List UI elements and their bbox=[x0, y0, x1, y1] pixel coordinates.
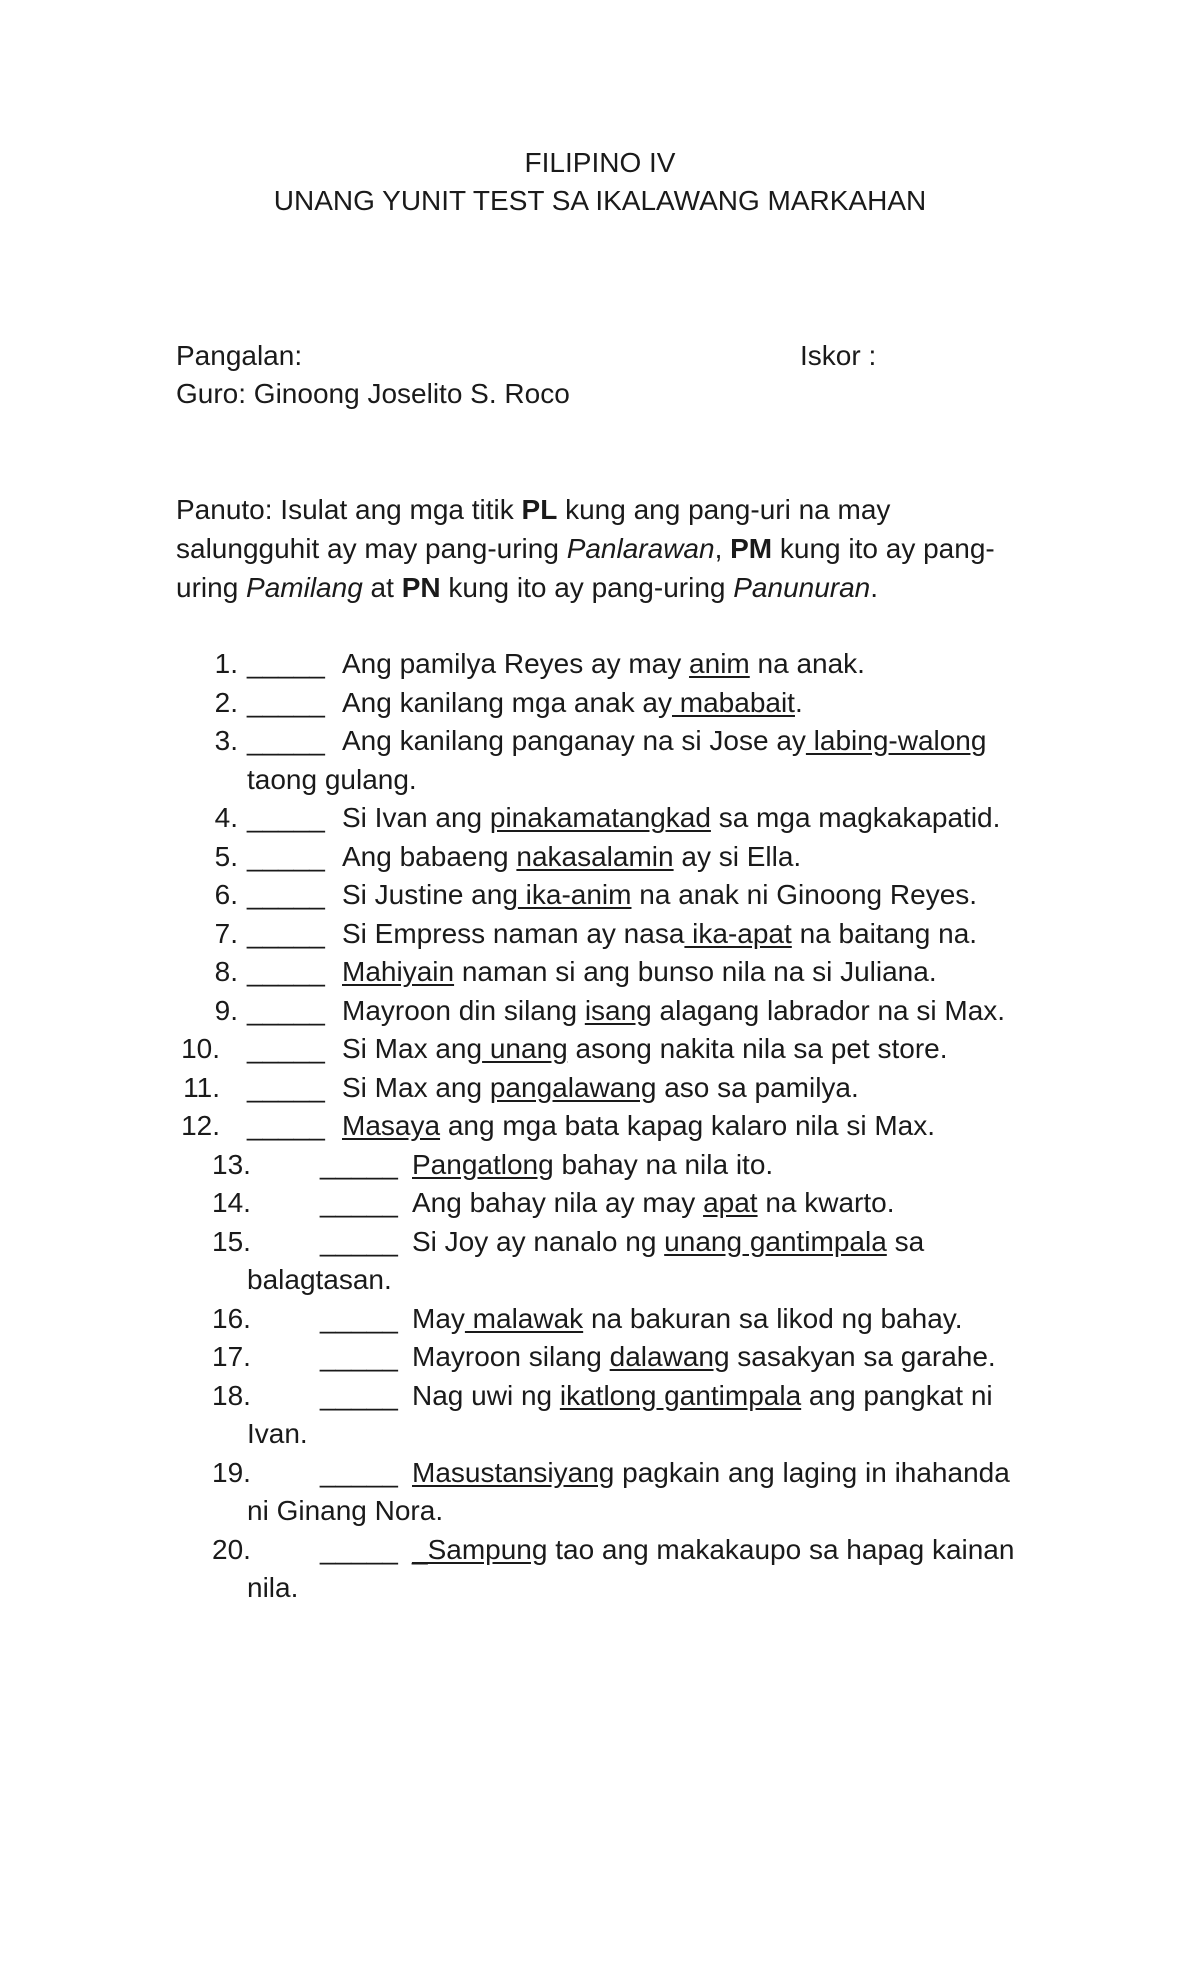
list-item bbox=[0, 1184, 1200, 1223]
underlined-adjective: pinakamatangkad bbox=[489, 802, 711, 833]
item-text bbox=[342, 1030, 1042, 1069]
underlined-adjective: unang gantimpala bbox=[664, 1225, 887, 1257]
underlined-adjective: ika-apat bbox=[684, 917, 792, 949]
answer-blank[interactable]: _____ bbox=[247, 686, 325, 718]
item-number: 6. bbox=[214, 879, 238, 910]
list-item bbox=[0, 1531, 1200, 1608]
underlined-adjective: apat bbox=[703, 1187, 758, 1218]
item-text-continuation: Ivan. bbox=[247, 1418, 308, 1449]
item-text-pre: Ang bahay nila ay may bbox=[412, 1187, 704, 1218]
item-text bbox=[342, 1069, 1042, 1108]
answer-blank[interactable]: _____ bbox=[320, 1302, 398, 1334]
answer-blank[interactable]: _____ bbox=[247, 1110, 325, 1141]
underlined-adjective: Masustansiyang bbox=[412, 1456, 615, 1488]
answer-blank[interactable]: _____ bbox=[247, 725, 325, 756]
item-number: 14. bbox=[212, 1187, 251, 1218]
item-text-post: bahay na nila ito. bbox=[553, 1148, 774, 1180]
item-number: 15. bbox=[212, 1225, 251, 1257]
item-text-pre: Si Justine ang bbox=[342, 879, 518, 910]
item-text-pre: Ang kanilang mga anak ay bbox=[342, 686, 672, 718]
item-text bbox=[342, 799, 1042, 838]
answer-blank[interactable]: _____ bbox=[320, 1341, 398, 1372]
item-text bbox=[342, 645, 1042, 684]
list-item bbox=[0, 1377, 1200, 1454]
subject-title: FILIPINO IV bbox=[524, 147, 676, 178]
instructions bbox=[176, 490, 1036, 607]
item-number: 3. bbox=[214, 725, 238, 756]
underlined-adjective: Mahiyain bbox=[342, 956, 455, 987]
item-text-post: pagkain ang laging in ihahanda bbox=[614, 1456, 1010, 1488]
answer-blank[interactable]: _____ bbox=[320, 1456, 398, 1488]
list-item bbox=[0, 1030, 1200, 1069]
item-number: 5. bbox=[214, 840, 238, 872]
answer-blank[interactable]: _____ bbox=[247, 648, 325, 679]
item-text bbox=[342, 992, 1042, 1031]
underlined-adjective: unang bbox=[482, 1033, 568, 1064]
list-item bbox=[0, 1107, 1200, 1146]
item-text-pre: Nag uwi ng bbox=[412, 1379, 560, 1411]
answer-blank[interactable]: _____ bbox=[247, 1071, 325, 1103]
item-text bbox=[412, 1146, 1052, 1185]
instructions-text: kung ang pang-uri na may salungguhit ay may pang-uring bbox=[176, 494, 891, 564]
underlined-adjective: mababait bbox=[672, 686, 795, 718]
underlined-adjective: ikatlong gantimpala bbox=[559, 1379, 802, 1411]
item-text-post: sa mga magkakapatid. bbox=[710, 802, 1001, 833]
list-item bbox=[0, 645, 1200, 684]
item-text-pre: Ang babaeng bbox=[342, 840, 517, 872]
underlined-adjective: isang bbox=[584, 994, 652, 1026]
teacher-line: Guro: Ginoong Joselito S. Roco bbox=[176, 378, 570, 409]
type-panlarawan: Panlarawan bbox=[566, 533, 715, 564]
score-label: Iskor : bbox=[800, 340, 877, 371]
answer-blank[interactable]: _____ bbox=[320, 1379, 398, 1411]
underlined-adjective: _Sampung bbox=[412, 1533, 548, 1565]
instructions-text: at bbox=[362, 572, 402, 603]
item-number: 2. bbox=[214, 686, 238, 718]
item-number: 13. bbox=[212, 1148, 251, 1180]
item-text-post: . bbox=[794, 686, 803, 718]
item-number: 18. bbox=[212, 1379, 251, 1411]
item-text bbox=[412, 1223, 1052, 1262]
item-number: 19. bbox=[212, 1456, 251, 1488]
item-text-post: aso sa pamilya. bbox=[656, 1071, 859, 1103]
item-text bbox=[342, 953, 1042, 992]
type-pamilang: Pamilang bbox=[246, 572, 363, 603]
list-item bbox=[0, 915, 1200, 954]
list-item bbox=[0, 953, 1200, 992]
item-text-post: naman si ang bunso nila na si Juliana. bbox=[454, 956, 937, 987]
answer-blank[interactable]: _____ bbox=[247, 1033, 325, 1064]
instructions-text: kung ito ay pang-uring bbox=[176, 533, 995, 603]
underlined-adjective: nakasalamin bbox=[516, 840, 674, 872]
item-text-post: na anak. bbox=[749, 648, 865, 679]
item-number: 8. bbox=[214, 956, 238, 987]
instructions-text: , bbox=[714, 533, 731, 564]
item-text-post: sa bbox=[886, 1225, 925, 1257]
answer-blank[interactable]: _____ bbox=[247, 956, 325, 987]
item-text bbox=[412, 1377, 1052, 1416]
item-text-pre: May bbox=[412, 1302, 465, 1334]
test-title: UNANG YUNIT TEST SA IKALAWANG MARKAHAN bbox=[273, 185, 927, 216]
item-text-pre: Si Ivan ang bbox=[342, 802, 490, 833]
code-pm: PM bbox=[730, 533, 773, 564]
answer-blank[interactable]: _____ bbox=[247, 917, 325, 949]
list-item bbox=[0, 876, 1200, 915]
answer-blank[interactable]: _____ bbox=[247, 840, 325, 872]
underlined-adjective: labing-walong bbox=[805, 725, 987, 756]
list-item bbox=[0, 1300, 1200, 1339]
list-item bbox=[0, 838, 1200, 877]
underlined-adjective: pangalawang bbox=[489, 1071, 657, 1103]
item-text-post: na anak ni Ginoong Reyes. bbox=[631, 879, 978, 910]
name-label: Pangalan: bbox=[176, 340, 303, 371]
list-item bbox=[0, 1069, 1200, 1108]
answer-blank[interactable]: _____ bbox=[320, 1533, 398, 1565]
underlined-adjective: ika-anim bbox=[517, 879, 632, 910]
answer-blank[interactable]: _____ bbox=[320, 1148, 398, 1180]
item-text-pre: Si Empress naman ay nasa bbox=[342, 917, 685, 949]
list-item bbox=[0, 1454, 1200, 1531]
item-text-continuation: balagtasan. bbox=[247, 1264, 392, 1295]
item-number: 4. bbox=[214, 802, 238, 833]
item-text bbox=[342, 1107, 1042, 1146]
item-text-post: na baitang na. bbox=[791, 917, 978, 949]
item-text-pre: Si Max ang bbox=[342, 1071, 490, 1103]
item-number: 7. bbox=[214, 917, 238, 949]
item-text bbox=[412, 1531, 1052, 1570]
item-text bbox=[342, 915, 1042, 954]
item-number: 20. bbox=[212, 1533, 251, 1565]
answer-blank[interactable]: _____ bbox=[247, 802, 325, 833]
item-text-post: sasakyan sa garahe. bbox=[729, 1341, 996, 1372]
item-text bbox=[412, 1338, 1052, 1377]
item-text-pre: Ang pamilya Reyes ay may bbox=[342, 648, 690, 679]
instructions-text: kung ito ay pang-uring bbox=[440, 572, 734, 603]
list-item bbox=[0, 992, 1200, 1031]
type-panunuran: Panunuran bbox=[733, 572, 871, 603]
item-text-pre: Mayroon silang bbox=[412, 1341, 610, 1372]
underlined-adjective: Pangatlong bbox=[412, 1148, 554, 1180]
item-text-post: alagang labrador na si Max. bbox=[651, 994, 1006, 1026]
underlined-adjective: anim bbox=[689, 648, 750, 679]
underlined-adjective: dalawang bbox=[609, 1341, 730, 1372]
item-text bbox=[412, 1454, 1052, 1493]
item-number: 16. bbox=[212, 1302, 251, 1334]
item-text-pre: Ang kanilang panganay na si Jose ay bbox=[342, 725, 806, 756]
item-text-pre: Si Max ang bbox=[342, 1033, 483, 1064]
code-pn: PN bbox=[401, 572, 441, 603]
list-item bbox=[0, 684, 1200, 723]
item-text-post: ang mga bata kapag kalaro nila si Max. bbox=[440, 1110, 935, 1141]
question-list bbox=[0, 645, 1200, 1608]
item-text-continuation: ni Ginang Nora. bbox=[247, 1495, 444, 1526]
list-item bbox=[0, 1338, 1200, 1377]
item-number: 11. bbox=[183, 1071, 220, 1103]
code-pl: PL bbox=[521, 494, 558, 525]
item-number: 17. bbox=[212, 1341, 251, 1372]
item-text-continuation: nila. bbox=[247, 1572, 299, 1603]
answer-blank[interactable]: _____ bbox=[320, 1187, 398, 1218]
item-text-pre: Si Joy ay nanalo ng bbox=[412, 1225, 665, 1257]
underlined-adjective: malawak bbox=[464, 1302, 584, 1334]
item-number: 10. bbox=[181, 1033, 220, 1064]
item-text-post: na bakuran sa likod ng bahay. bbox=[583, 1302, 963, 1334]
item-number: 1. bbox=[214, 648, 238, 679]
answer-blank[interactable]: _____ bbox=[320, 1225, 398, 1257]
item-text bbox=[342, 838, 1042, 877]
item-text bbox=[342, 722, 1042, 761]
item-text-pre: Mayroon din silang bbox=[342, 994, 585, 1026]
instructions-text: . bbox=[870, 572, 879, 603]
item-text-post: asong nakita nila sa pet store. bbox=[567, 1033, 948, 1064]
item-text-continuation: taong gulang. bbox=[247, 763, 417, 795]
item-text bbox=[342, 876, 1042, 915]
item-text bbox=[412, 1300, 1052, 1339]
item-text-post: na kwarto. bbox=[757, 1187, 895, 1218]
list-item bbox=[0, 1223, 1200, 1300]
answer-blank[interactable]: _____ bbox=[247, 994, 325, 1026]
item-number: 12. bbox=[181, 1110, 220, 1141]
item-text bbox=[342, 684, 1042, 723]
item-text-post: ay si Ella. bbox=[673, 840, 802, 872]
list-item bbox=[0, 722, 1200, 799]
list-item bbox=[0, 799, 1200, 838]
list-item bbox=[0, 1146, 1200, 1185]
item-text-post: ang pangkat ni bbox=[801, 1379, 993, 1411]
item-text-post: tao ang makakaupo sa hapag kainan bbox=[547, 1533, 1015, 1565]
underlined-adjective: Masaya bbox=[342, 1110, 441, 1141]
instructions-text: Panuto: Isulat ang mga titik bbox=[176, 494, 522, 525]
item-number: 9. bbox=[214, 994, 238, 1026]
item-text bbox=[412, 1184, 1052, 1223]
answer-blank[interactable]: _____ bbox=[247, 879, 325, 910]
